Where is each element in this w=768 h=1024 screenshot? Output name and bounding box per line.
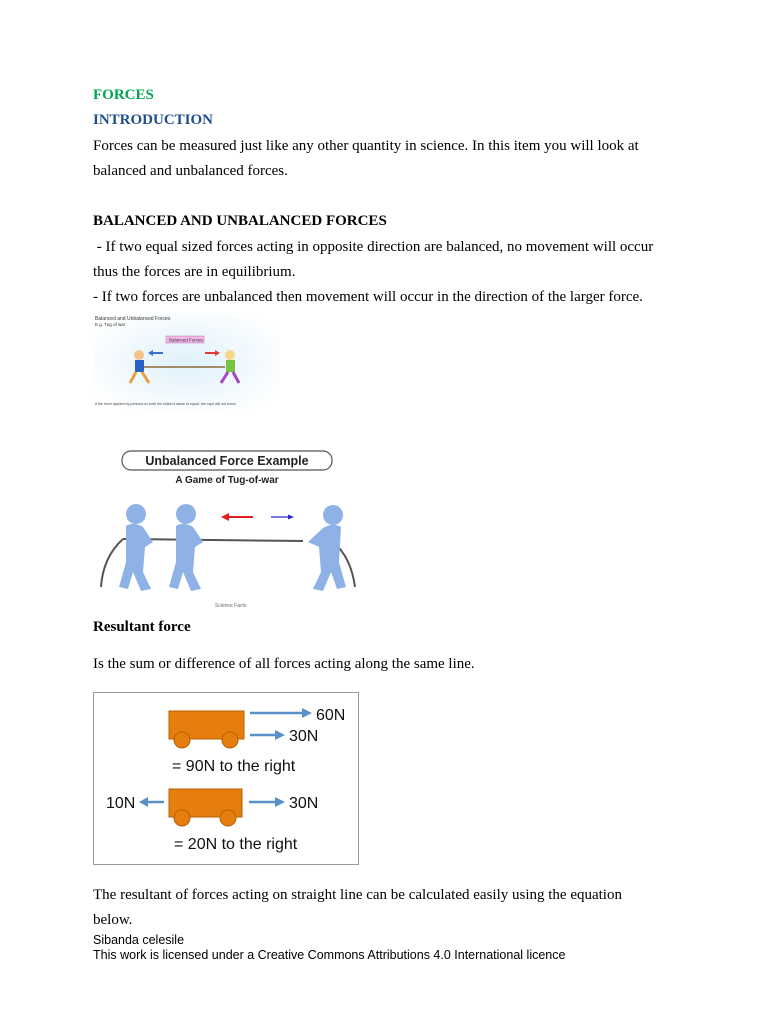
intro-line-2: balanced and unbalanced forces. — [93, 163, 288, 179]
unbalanced-forces-figure — [93, 447, 358, 610]
figure2-title: Unbalanced Force Example — [145, 454, 309, 468]
heading-introduction: INTRODUCTION — [93, 112, 214, 128]
balanced-forces-figure — [93, 313, 280, 411]
footer-license: This work is licensed under a Creative Commons Attributions 4.0 International licence — [93, 948, 566, 962]
equation-line-1: The resultant of forces acting on straight line can be calculated easily using the equation — [93, 887, 622, 903]
unbalanced-forces-illustration — [93, 447, 358, 610]
resultant-force-diagram — [94, 693, 358, 864]
balanced-forces-illustration — [93, 313, 280, 411]
figure1-title: Balanced and Unbalanced Forces — [95, 316, 171, 322]
figure1-subtitle: E.g. Tug of war — [95, 322, 126, 327]
bottom-result: = 20N to the right — [174, 836, 298, 853]
equation-line-2: below. — [93, 912, 133, 928]
resultant-heading: Resultant force — [93, 619, 191, 635]
bullet-2: - If two forces are unbalanced then movement will occur in the direction of the larger force. — [93, 289, 643, 305]
bullet-1-line-1: - If two equal sized forces acting in opposite direction are balanced, no movement will occur — [93, 239, 654, 255]
figure1-caption: If the force applied by persons on both the sides is same or equal, the rope will not move — [95, 402, 236, 406]
section-heading: BALANCED AND UNBALANCED FORCES — [93, 213, 387, 229]
top-result: = 90N to the right — [172, 758, 296, 775]
heading-forces: FORCES — [93, 87, 154, 103]
top-force-30n: 30N — [289, 728, 319, 745]
figure2-subtitle: A Game of Tug-of-war — [175, 475, 279, 486]
footer-author: Sibanda celesile — [93, 933, 185, 947]
bullet-1-line-2: thus the forces are in equilibrium. — [93, 264, 296, 280]
intro-line-1: Forces can be measured just like any other quantity in science. In this item you will look at — [93, 138, 639, 154]
top-force-60n: 60N — [316, 707, 346, 724]
bottom-force-10n: 10N — [106, 795, 136, 812]
figure2-credit: Science Facts — [215, 603, 247, 609]
resultant-force-figure — [93, 692, 359, 865]
resultant-definition: Is the sum or difference of all forces acting along the same line. — [93, 656, 475, 672]
bottom-force-30n: 30N — [289, 795, 319, 812]
figure1-banner: Balanced Forces — [169, 337, 203, 343]
